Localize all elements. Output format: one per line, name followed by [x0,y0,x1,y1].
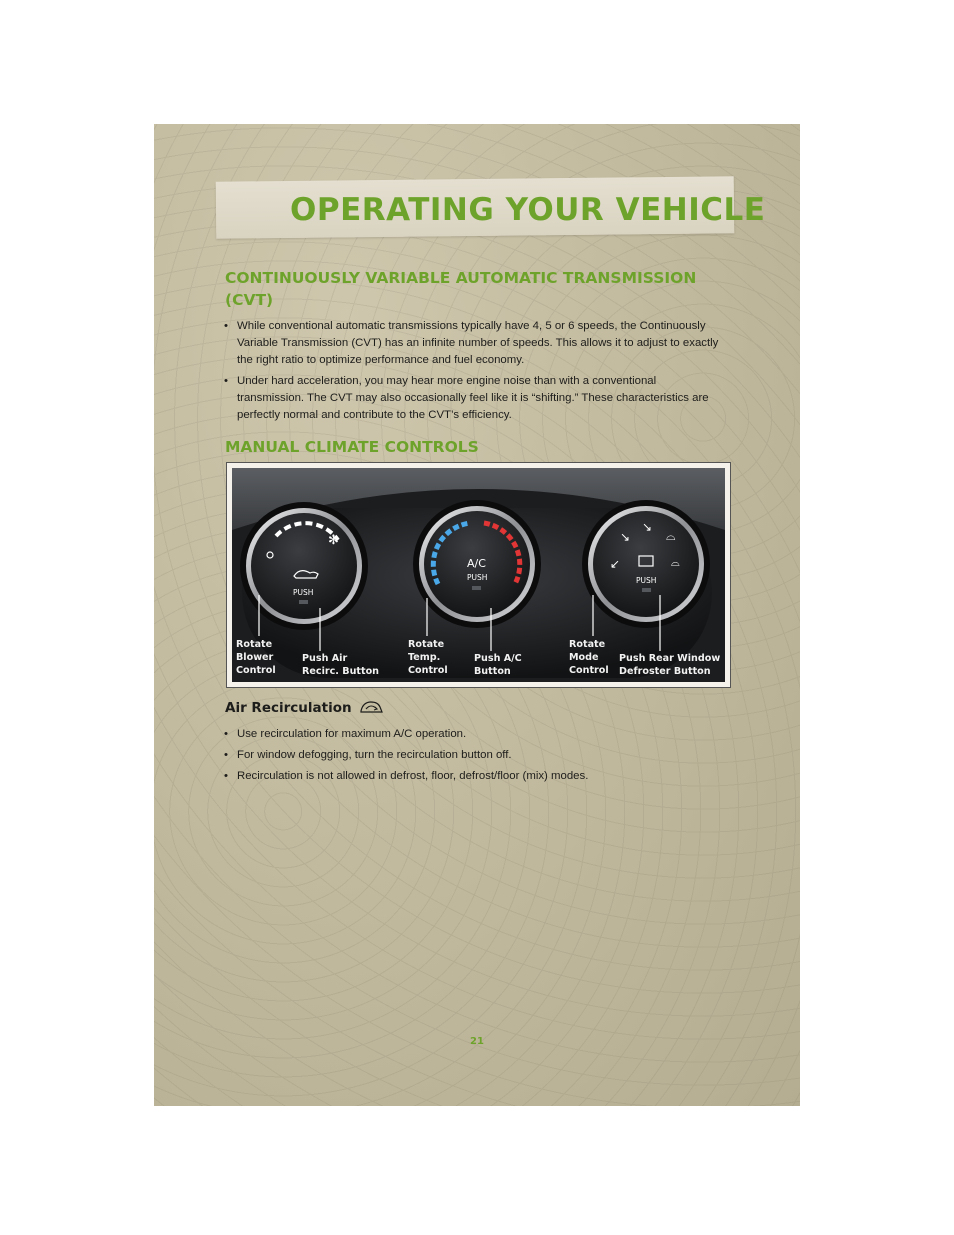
svg-text:⌓: ⌓ [671,556,680,569]
cvt-section-title [225,267,745,311]
defroster-button-label: Push Rear Window Defroster Button [619,653,721,677]
temp-control-label: Rotate Temp. Control [408,639,448,676]
ac-knob-label: A/C [467,557,486,570]
climate-controls-photo [226,462,731,688]
air-recirc-bullet: • Use recirculation for maximum A/C operation. [224,726,724,743]
ac-button-label: Push A/C Button [474,653,522,677]
blower-control-label: Rotate Blower Control [236,639,276,676]
air-recirculation-title: Air Recirculation [225,700,352,716]
ac-push-label: PUSH [467,573,488,582]
cvt-bullet-list [224,318,724,424]
page-title: OPERATING YOUR VEHICLE [290,192,766,228]
svg-text:↘: ↘ [620,530,631,544]
cvt-bullet: • Under hard acceleration, you may hear more engine noise than with a conventional transmission. The CVT may also occasionally feel like it is “shifting.” These characteristics are perfectly normal and contribute to the CVT’s efficiency. [224,373,724,424]
blower-knob-label: PUSH [293,588,314,597]
svg-text:⌓: ⌓ [666,529,676,543]
mode-control-label: Rotate Mode Control [569,639,609,676]
recirc-button-label: Push Air Recirc. Button [302,653,380,677]
mode-knob-label: PUSH [636,576,657,585]
climate-section-title: MANUAL CLIMATE CONTROLS [225,438,479,456]
cvt-bullet: • While conventional automatic transmissions typically have 4, 5 or 6 speeds, the Continuously Variable Transmission (CVT) has an infinite number of speeds. This allows it to adjust to exactly the right ratio to optimize performance and fuel economy. [224,318,724,369]
manual-page [154,124,800,1106]
temperature-knob[interactable] [413,500,541,628]
air-recirc-bullet-list [224,726,724,785]
climate-knobs-illustration [232,468,725,682]
mode-knob[interactable] [582,500,710,628]
page-number: 21 [470,1036,484,1047]
cvt-title-line1: CONTINUOUSLY VARIABLE AUTOMATIC TRANSMISSION [225,269,697,287]
svg-text:✻: ✻ [328,533,339,548]
air-recirc-bullet: • Recirculation is not allowed in defrost, floor, defrost/floor (mix) modes. [224,768,724,785]
air-recirc-bullet: • For window defogging, turn the recirculation button off. [224,747,724,764]
cvt-title-line2: (CVT) [225,291,274,309]
recirculation-icon [358,699,384,717]
svg-text:↙: ↙ [610,557,621,571]
svg-text:↘: ↘ [642,520,653,534]
